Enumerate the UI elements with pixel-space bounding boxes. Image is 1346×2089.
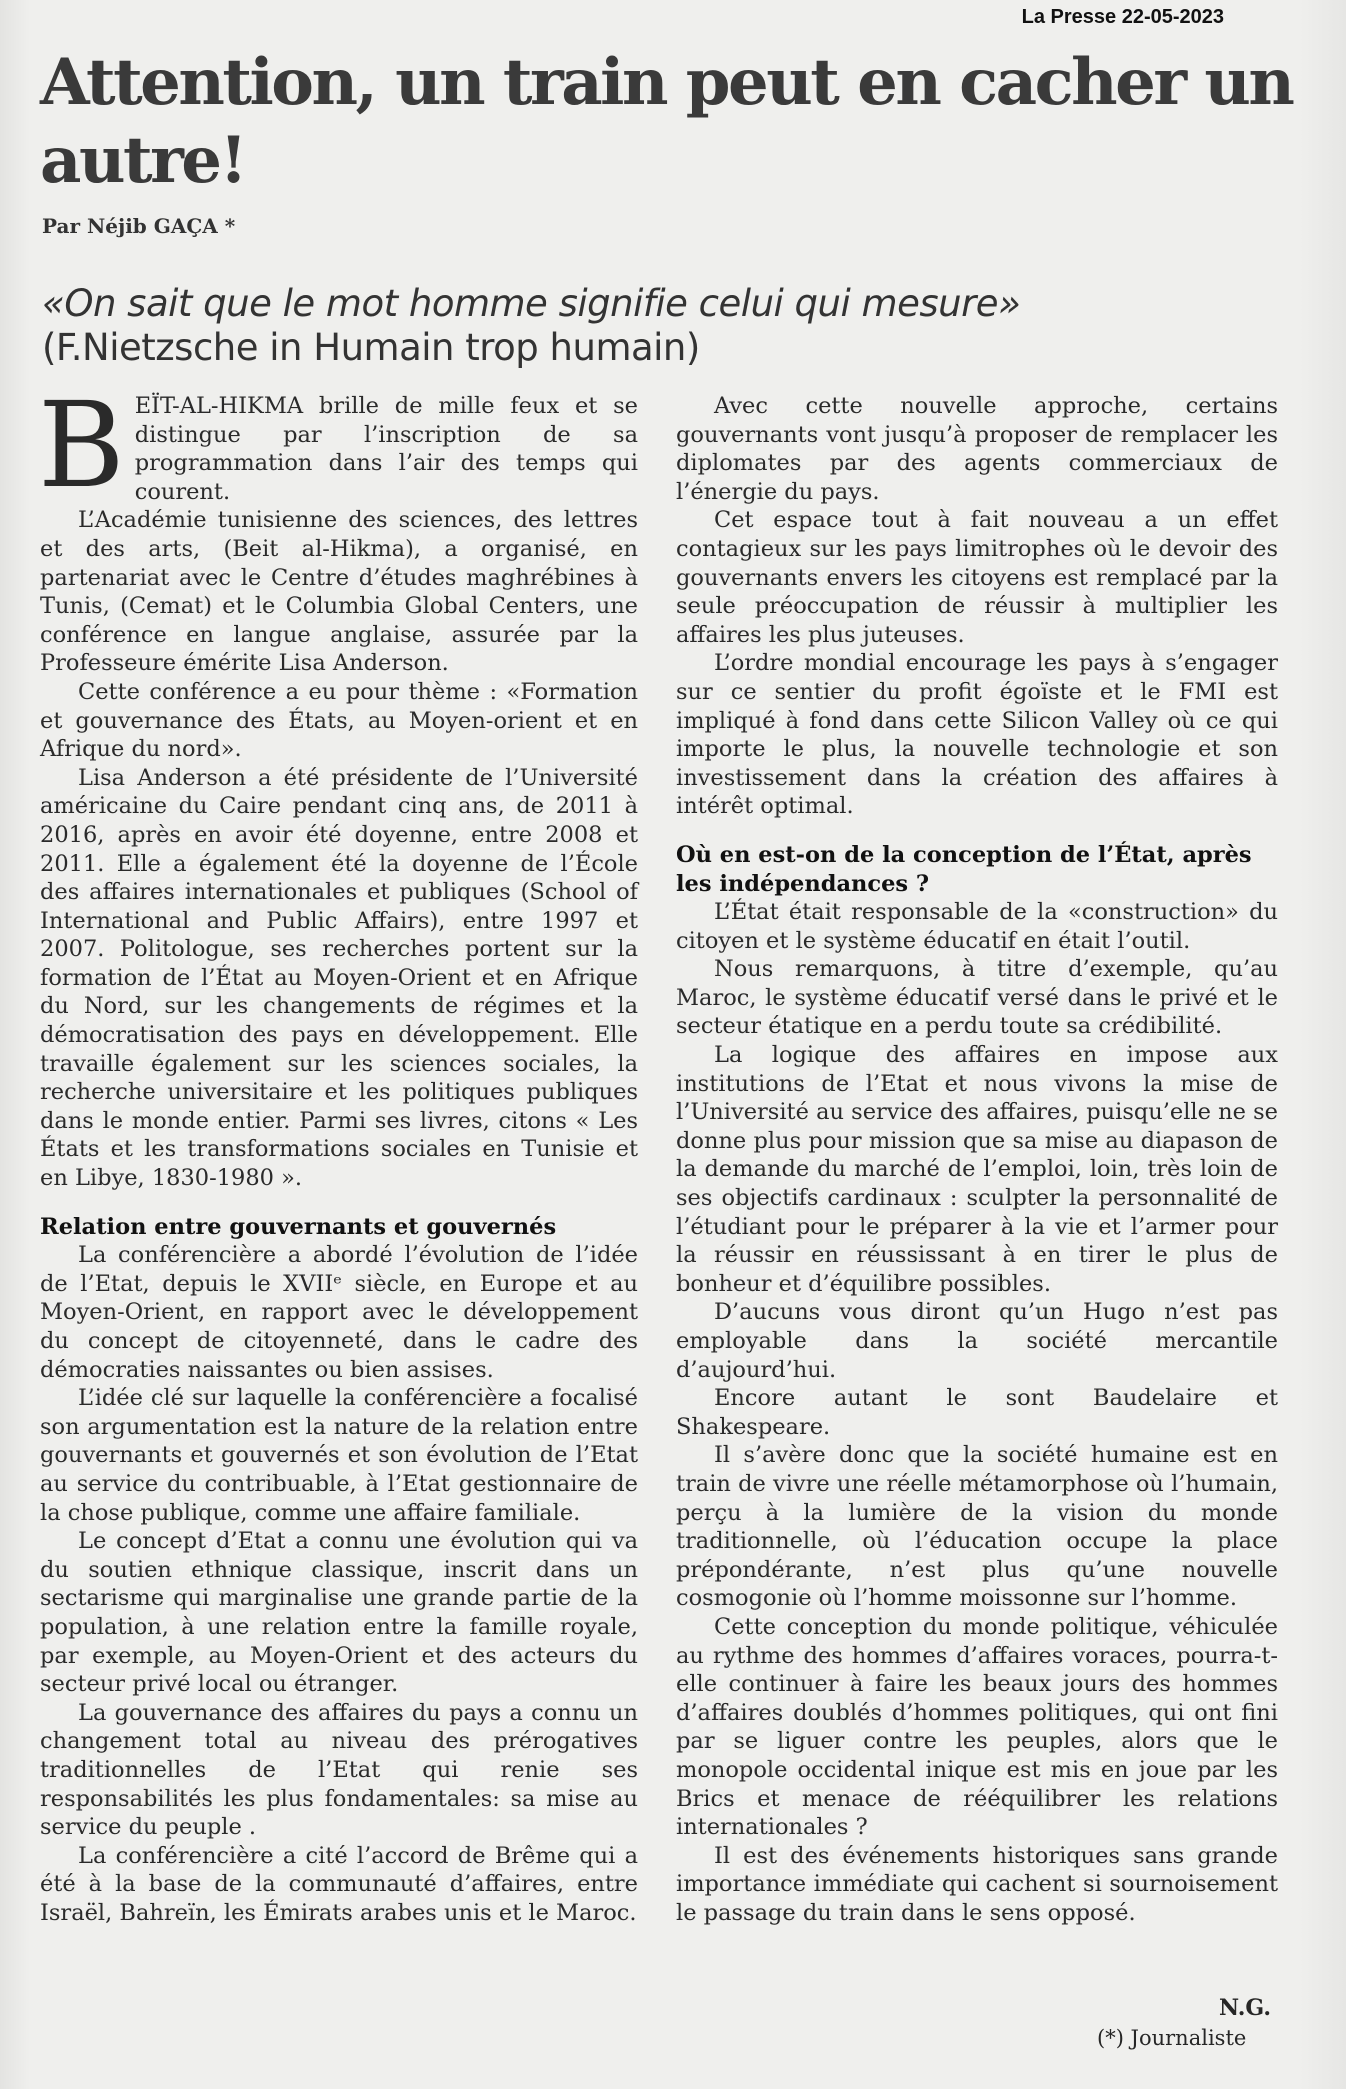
headline: Attention, un train peut en cacher un autre! xyxy=(40,45,1293,198)
paragraph: BEÏT-AL-HIKMA brille de mille feux et se distingue par l’inscription de sa programmation dans l’air des temps qui courent. xyxy=(38,376,638,514)
section-heading: Où en est-on de la conception de l’État, après les indépendances ? xyxy=(676,841,1252,897)
paragraph: L’État était responsable de la «construction» du citoyen et le système éducatif en était l’outil. xyxy=(676,899,1278,954)
paragraph: Cet espace tout à fait nouveau a un effet contagieux sur les pays limitrophes où le devoir des gouvernants envers les citoyens est remplacé par la seule préoccupation de réussir à multiplier les affaires les plus juteuses. xyxy=(676,507,1278,648)
paragraph: Encore autant le sont Baudelaire et Shakespeare. xyxy=(676,1385,1278,1440)
paragraph: Lisa Anderson a été présidente de l’Université américaine du Caire pendant cinq ans, de 2011 à 2016, après en avoir été doyenne, entre 2008 et 2011. Elle a également été la doyenne de l’École des affaires internationales et publiques (School of International and Public Affairs), entre 1997 et 2007. Politologue, ses recherches portent sur la formation de l’État au Moyen-Orient et en Afrique du Nord, sur les changements de régimes et la démocratisation des pays en développement. Elle travaille également sur les sciences sociales, la recherche universitaire et les politiques publiques dans le monde entier. Parmi ses livres, citons « Les États et les transformations sociales en Tunisie et en Libye, 1830-1980 ». xyxy=(40,764,638,1192)
right-column xyxy=(676,392,1278,1927)
paragraph: L’idée clé sur laquelle la conférencière a focalisé son argumentation est la nature de la relation entre gouvernants et gouvernés et son évolution de l’Etat au service du contribuable, à l’Etat gestionnaire de la chose publique, comme une affaire familiale. xyxy=(40,1385,638,1526)
paragraph: Il s’avère donc que la société humaine est en train de vivre une réelle métamorphose où l’humain, perçu à la lumière de la vision du monde traditionnelle, où l’éducation occupe la place prépondérante, n’est plus qu’une nouvelle cosmogonie où l’homme moissonne sur l’homme. xyxy=(676,1442,1278,1612)
paragraph: L’ordre mondial encourage les pays à s’engager sur ce sentier du profit égoïste et le FMI est impliqué à fond dans cette Silicon Valley où ce qui importe le plus, la nouvelle technologie et son investissement dans la création des affaires à intérêt optimal. xyxy=(676,650,1278,820)
epigraph-citation: (F.Nietzsche in Humain trop humain) xyxy=(42,326,700,369)
paragraph: Avec cette nouvelle approche, certains gouvernants vont jusqu’à proposer de remplacer les diplomates par des agents commerciaux de l’énergie du pays. xyxy=(676,393,1278,505)
footnote: (*) Journaliste xyxy=(1097,2026,1247,2050)
paragraph: La logique des affaires en impose aux institutions de l’Etat et nous vivons la mise de l’Université au service des affaires, puisqu’elle ne se donne plus pour mission que sa mise au diapason de la demande du marché de l’emploi, loin, très loin de ses objectifs cardinaux : sculpter la personnalité de l’étudiant pour le préparer à la vie et l’armer pour la réussir en réussissant à en tirer le plus de bonheur et d’équilibre possibles. xyxy=(676,1042,1278,1297)
left-column xyxy=(38,376,638,1927)
paragraph: D’aucuns vous diront qu’un Hugo n’est pas employable dans la société mercantile d’aujourd’hui. xyxy=(676,1299,1278,1383)
paragraph: Cette conférence a eu pour thème : «Formation et gouvernance des États, au Moyen-orient et en Afrique du nord». xyxy=(40,678,638,763)
paragraph: Le concept d’Etat a connu une évolution qui va du soutien ethnique classique, inscrit dans un sectarisme qui marginalise une grande partie de la population, à une relation entre la famille royale, par exemple, au Moyen-Orient et des acteurs du secteur privé local ou étranger. xyxy=(40,1528,638,1698)
drop-cap: B xyxy=(38,376,125,514)
epigraph xyxy=(42,282,1242,370)
paragraph: La conférencière a abordé l’évolution de l’idée de l’Etat, depuis le XVIIᵉ siècle, en Europe et au Moyen-Orient, en rapport avec le développement du concept de citoyenneté, dans le cadre des démocraties naissantes ou bien assises. xyxy=(40,1242,638,1383)
paragraph: Cette conception du monde politique, véhiculée au rythme des hommes d’affaires voraces, pourra-t-elle continuer à faire les beaux jours des hommes d’affaires doublés d’hommes politiques, qui ont fini par se liguer contre les peuples, alors que le monopole occidental inique est mis en joue par les Brics et menace de rééquilibrer les relations internationales ? xyxy=(676,1613,1278,1841)
paragraph: La conférencière a cité l’accord de Brême qui a été à la base de la communauté d’affaires, entre Israël, Bahreïn, les Émirats arabes unis et le Maroc. xyxy=(40,1842,638,1926)
section-heading: Relation entre gouvernants et gouvernés xyxy=(40,1213,557,1240)
paragraph: Nous remarquons, à titre d’exemple, qu’au Maroc, le système éducatif versé dans le privé et le secteur étatique en a perdu toute sa crédibilité. xyxy=(676,956,1278,1040)
byline: Par Néjib GAÇA * xyxy=(42,214,236,238)
paragraph: Il est des événements historiques sans grande importance immédiate qui cachent si sournoisement le passage du train dans le sens opposé. xyxy=(676,1842,1278,1926)
author-initials: N.G. xyxy=(1219,1995,1272,2021)
source-date: La Presse 22-05-2023 xyxy=(1021,6,1224,28)
epigraph-quote: «On sait que le mot homme signifie celui qui mesure» xyxy=(42,282,1021,325)
paragraph: La gouvernance des affaires du pays a connu un changement total au niveau des prérogatives traditionnelles de l’Etat qui renie ses responsabilités les plus fondamentales: sa mise au service du peuple . xyxy=(40,1699,638,1841)
paragraph: L’Académie tunisienne des sciences, des lettres et des arts, (Beit al-Hikma), a organisé, en partenariat avec le Centre d’études maghrébines à Tunis, (Cemat) et le Columbia Global Centers, une conférence en langue anglaise, assurée par la Professeure émérite Lisa Anderson. xyxy=(40,507,638,677)
